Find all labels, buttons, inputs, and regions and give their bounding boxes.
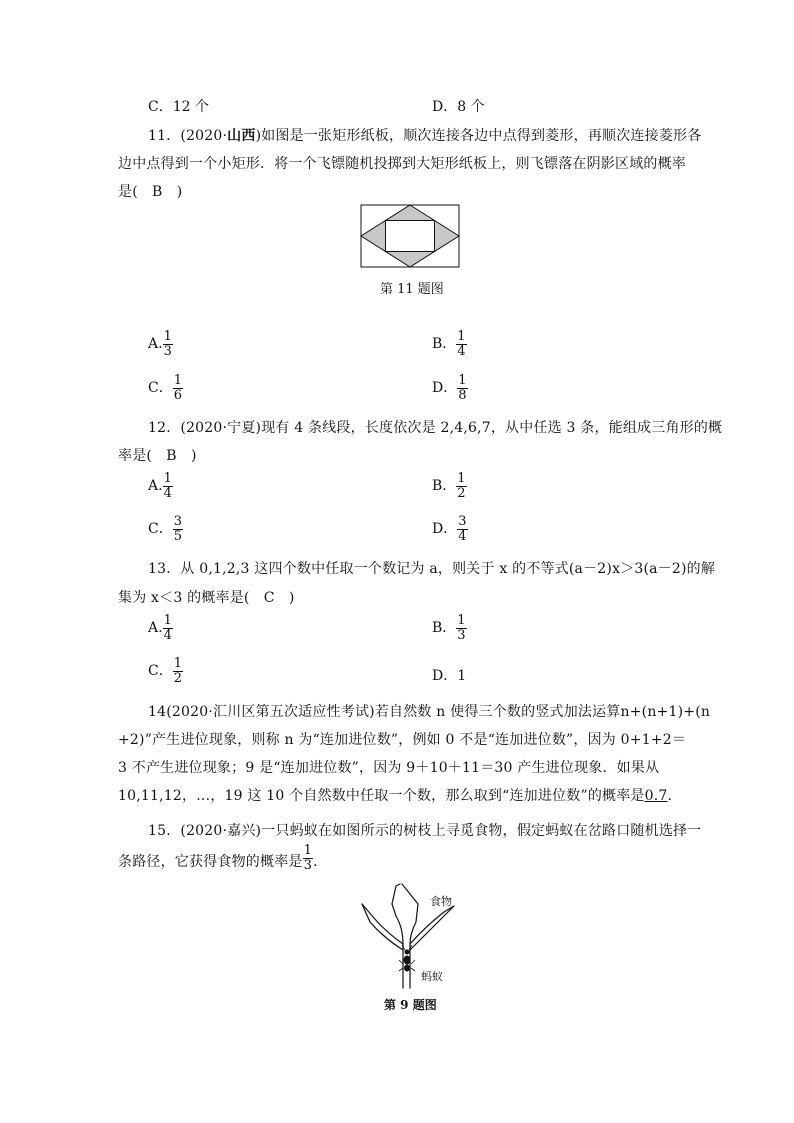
q13-line1: 13．从 0,1,2,3 这四个数中任取一个数记为 a，则关于 x 的不等式(a－2)x＞3(a－2)的解: [148, 561, 716, 577]
q13-line2: 集为 x＜3 的概率是( C ): [118, 590, 295, 606]
q15-line2: 条路径，它获得食物的概率是 $\frac{1}{3}$ .: [118, 843, 318, 873]
q14-answer: 0.7: [644, 788, 668, 804]
q12-option-c: C． $\frac{3}{5}$: [148, 514, 182, 544]
q12-option-d: D． $\frac{3}{4}$: [432, 514, 467, 544]
q11-line2: 边中点得到一个小矩形．将一个飞镖随机投掷到大矩形纸板上，则飞镖落在阴影区域的概率: [118, 156, 686, 172]
q13-option-b: B． $\frac{1}{3}$: [432, 613, 466, 643]
q14-line3: 3 不产生进位现象；9 是“连加进位数”，因为 9＋10＋11＝30 产生进位现象．如果从: [118, 760, 660, 776]
q13-option-d: D．1: [432, 668, 467, 684]
q11-option-b: B． $\frac{1}{4}$: [432, 329, 466, 359]
q12-option-b: B． $\frac{1}{2}$: [432, 471, 466, 501]
option-c-q10: C．12 个: [148, 99, 209, 115]
small-rectangle: [386, 221, 435, 252]
q11-line1: 11．(2020·山西)如图是一张矩形纸板，顺次连接各边中点得到菱形，再顺次连接菱形各: [148, 128, 702, 144]
option-d-q10: D．8 个: [432, 99, 485, 115]
q15-caption: 第 9 题图: [384, 998, 437, 1012]
q11-line3: 是( B ): [118, 184, 183, 200]
q15-line1: 15．(2020·嘉兴)一只蚂蚁在如图所示的树枝上寻觅食物，假定蚂蚁在岔路口随机选择一: [148, 823, 702, 839]
q11-option-a: A. $\frac{1}{3}$: [148, 329, 172, 359]
q14-line1: 14(2020·汇川区第五次适应性考试)若自然数 n 使得三个数的竖式加法运算n+(n+1)+(n: [148, 704, 711, 720]
q14-line2: +2)”产生进位现象，则称 n 为“连加进位数”，例如 0 不是“连加进位数”，因为 0+1+2＝: [118, 732, 687, 748]
q13-option-a: A. $\frac{1}{4}$: [148, 613, 172, 643]
q11-option-c: C． $\frac{1}{6}$: [148, 373, 182, 403]
food-label: 食物: [430, 895, 452, 908]
q12-option-a: A. $\frac{1}{4}$: [148, 471, 172, 501]
q11-figure: [360, 204, 460, 268]
q12-line2: 率是( B ): [118, 448, 197, 464]
q12-line1: 12．(2020·宁夏)现有 4 条线段，长度依次是 2,4,6,7，从中任选 3 条，能组成三角形的概: [148, 420, 723, 436]
q11-option-d: D． $\frac{1}{8}$: [432, 373, 467, 403]
q13-option-c: C． $\frac{1}{2}$: [148, 656, 182, 686]
q11-caption: 第 11 题图: [380, 282, 444, 297]
q14-line4: 10,11,12，…，19 这 10 个自然数中任取一个数，那么取到“连加进位数”的概率是0.7.: [118, 788, 673, 804]
ant-label: 蚂蚁: [421, 970, 443, 983]
